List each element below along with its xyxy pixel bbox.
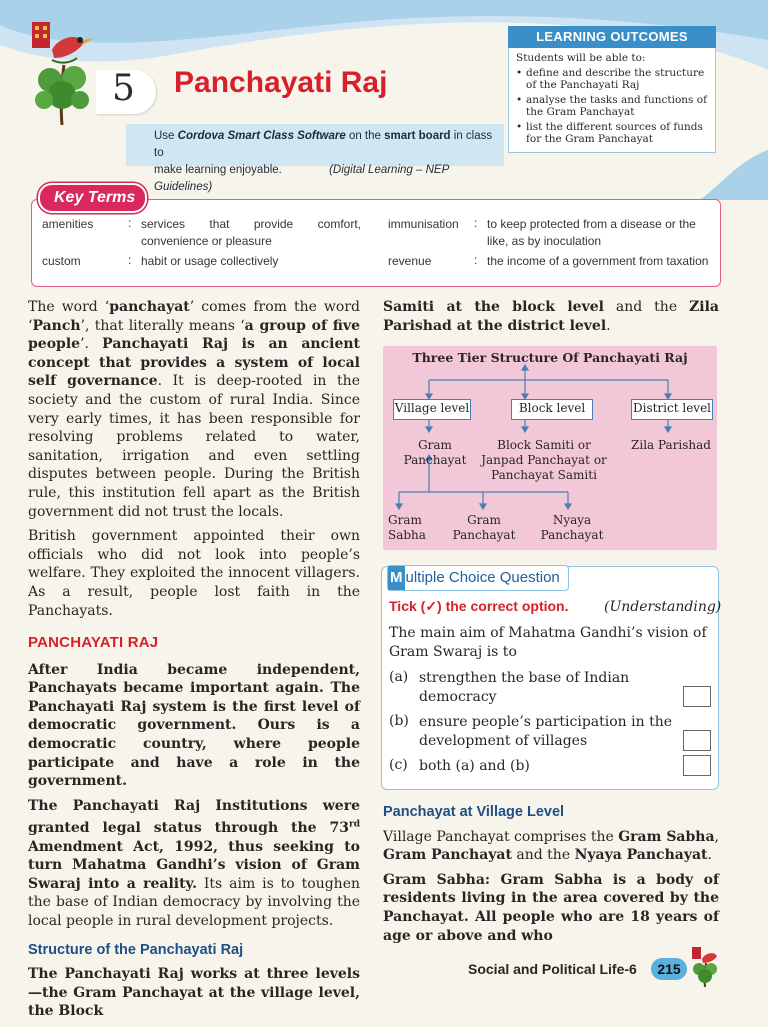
label-line: Panchayat <box>452 528 516 542</box>
block-line: Block Samiti or <box>497 438 591 452</box>
key-term-definition: to keep protected from a disease or the like, as by inoculation <box>487 217 696 248</box>
promo-text-1: Use <box>154 130 178 142</box>
key-term-immunisation: immunisation <box>388 217 459 231</box>
village-level-box: Village level <box>393 399 471 420</box>
bold-run: panchayat <box>109 299 190 315</box>
mcq-level: (Understanding) <box>604 599 722 615</box>
key-term-definition: habit or usage collectively <box>141 254 279 268</box>
label-line: Gram <box>467 513 501 527</box>
learning-outcomes-panel <box>508 26 716 166</box>
amendment-paragraph <box>28 797 360 931</box>
section-heading: PANCHAYATI RAJ <box>28 634 159 652</box>
superscript: rd <box>348 819 360 830</box>
learning-outcome-item: • define and describe the structure of the Panchayati Raj <box>516 67 709 92</box>
structure-paragraph: The Panchayati Raj works at three levels—the Gram Panchayat at the village level, the Block <box>28 966 360 1020</box>
text-run: ’. <box>80 336 103 353</box>
text-run: ’, that literally means ‘ <box>80 317 245 334</box>
village-panchayat-paragraph <box>383 828 719 865</box>
option-label: (a) <box>389 669 409 685</box>
mcq-header-rest: ultiple Choice Question <box>405 569 560 586</box>
text-run: and the <box>511 847 575 864</box>
zila-parishad-label: Zila Parishad <box>631 438 711 452</box>
structure-subheading: Structure of the Panchayati Raj <box>28 941 244 958</box>
promo-board: smart board <box>384 130 451 142</box>
label-line: Nyaya <box>552 513 592 527</box>
mcq-header <box>387 565 569 591</box>
text-run: . <box>606 317 611 334</box>
bold-run: The Panchayati Raj Institutions were granted legal status through the 73 <box>28 797 360 837</box>
smart-class-promo <box>126 124 504 193</box>
promo-text-3: in class to <box>154 130 493 159</box>
text-run: Its aim is to toughen the base of Indian democracy by involving the local people in rural development projects. <box>28 875 360 930</box>
right-column-bottom <box>383 803 719 951</box>
option-label: (c) <box>389 757 408 773</box>
bold-run: Amendment Act, 1992, thus seeking to turn Mahatma Gandhi’s vision of Gram Swaraj into a reality. <box>28 838 360 892</box>
mcq-instruction: Tick (✓) the correct option. <box>389 598 569 614</box>
key-term-separator: : <box>128 253 132 267</box>
option-text: ensure people’s participation in the development of villages <box>419 714 673 749</box>
sub-gram-panchayat-label <box>447 513 521 543</box>
learning-outcomes-heading: LEARNING OUTCOMES <box>508 26 716 48</box>
diagram-title: Three Tier Structure Of Panchayati Raj <box>412 350 688 365</box>
gram-sabha-label <box>383 513 434 543</box>
option-text: both (a) and (b) <box>419 758 530 774</box>
bold-run: Gram Panchayat <box>383 847 512 864</box>
key-term-separator: : <box>474 216 478 230</box>
text-run: . It is deep-rooted in the society and the custom of rural India. Since very early times, it has been responsible for resolving problems related to water, sanitation, irrigation and even settling disputes between people. During the British rule, this institution fell apart as the British government did not trust the locals. <box>28 373 360 520</box>
block-line: Janpad Panchayat or <box>481 453 607 467</box>
learning-outcomes-body <box>508 48 716 153</box>
bold-run: Panchayati Raj is an ancient concept that provides a system of local self governance <box>28 336 360 390</box>
bold-run: a group of five people <box>28 317 360 353</box>
text-run: and the <box>603 299 690 315</box>
option-c-checkbox[interactable] <box>683 755 711 776</box>
nyaya-panchayat-label <box>535 513 609 543</box>
bold-run: Samiti at the block level <box>383 299 604 315</box>
key-term-revenue: revenue <box>388 254 432 268</box>
right-column-top <box>383 298 719 341</box>
label-line: Panchayat <box>540 528 604 542</box>
district-level-box: District level <box>631 399 713 420</box>
text-run: The word ‘ <box>28 299 110 315</box>
text-run: ’ comes from the word ‘ <box>28 299 360 334</box>
learning-outcome-item: • analyse the tasks and functions of the Gram Panchayat <box>516 94 709 119</box>
key-term-custom: custom <box>42 254 81 268</box>
left-column <box>28 298 360 1027</box>
promo-guidelines: (Digital Learning – NEP Guidelines) <box>154 164 449 193</box>
tree-bird-logo <box>22 20 102 130</box>
promo-line-2: make learning enjoyable. <box>154 164 282 176</box>
key-term-definition: services that provide comfort, convenience or pleasure <box>141 217 361 248</box>
block-samiti-label <box>479 438 609 483</box>
learning-outcomes-intro: Students will be able to: <box>516 52 646 64</box>
option-text: strengthen the base of Indian democracy <box>419 670 630 705</box>
text-run: , <box>714 828 719 845</box>
mcq-header-initial: M <box>388 566 405 590</box>
bold-run: Panch <box>32 317 81 334</box>
key-terms-tab: Key Terms <box>38 183 147 213</box>
key-term-definition: the income of a government from taxation <box>487 254 709 268</box>
option-b-checkbox[interactable] <box>683 730 711 751</box>
option-a-checkbox[interactable] <box>683 686 711 707</box>
label-line: Gram <box>388 513 422 527</box>
chapter-number: 5 <box>112 68 135 109</box>
intro-paragraph <box>28 298 360 521</box>
block-line: Panchayat Samiti <box>491 468 597 482</box>
mcq-question: The main aim of Mahatma Gandhi’s vision of Gram Swaraj is to <box>389 625 707 660</box>
gram-sabha-paragraph: Gram Sabha: Gram Sabha is a body of residents living in the area covered by the Panchayat. All people who are 18 years of age or above and who <box>383 871 719 944</box>
levels-paragraph <box>383 298 719 335</box>
independence-paragraph: After India became independent, Panchayats became important again. The Panchayati Raj system is the first level of democratic government. Ours is a democratic country, where people participate and have a role in the government. <box>28 661 360 790</box>
key-term-separator: : <box>128 216 132 230</box>
label-line: Sabha <box>388 528 426 542</box>
text-run: . <box>707 847 712 864</box>
tree-footer-icon <box>688 945 722 987</box>
bold-run: Zila Parishad at the district level <box>383 299 719 334</box>
village-level-subheading: Panchayat at Village Level <box>383 804 565 820</box>
page-number: 215 <box>651 958 687 980</box>
footer-book-title: Social and Political Life-6 <box>468 961 637 977</box>
key-term-separator: : <box>474 253 478 267</box>
key-term-amenities: amenities <box>42 217 94 231</box>
learning-outcome-item: • list the different sources of funds for the Gram Panchayat <box>516 121 709 146</box>
block-level-box: Block level <box>511 399 593 420</box>
british-paragraph: British government appointed their own officials who did not look into people’s welfare. They exploited the innocent villagers. As a result, people lost faith in the Panchayats. <box>28 528 360 619</box>
text-run: Village Panchayat comprises the <box>383 828 619 845</box>
bold-run: Nyaya Panchayat <box>574 847 708 864</box>
bold-run: Gram Sabha <box>618 828 715 845</box>
three-tier-diagram <box>383 346 717 550</box>
promo-software: Cordova Smart Class Software <box>177 130 346 142</box>
gram-panchayat-label: Gram Panchayat <box>403 438 467 467</box>
option-label: (b) <box>389 713 409 729</box>
promo-text-2: on the <box>345 130 385 142</box>
chapter-title: Panchayati Raj <box>174 66 388 99</box>
